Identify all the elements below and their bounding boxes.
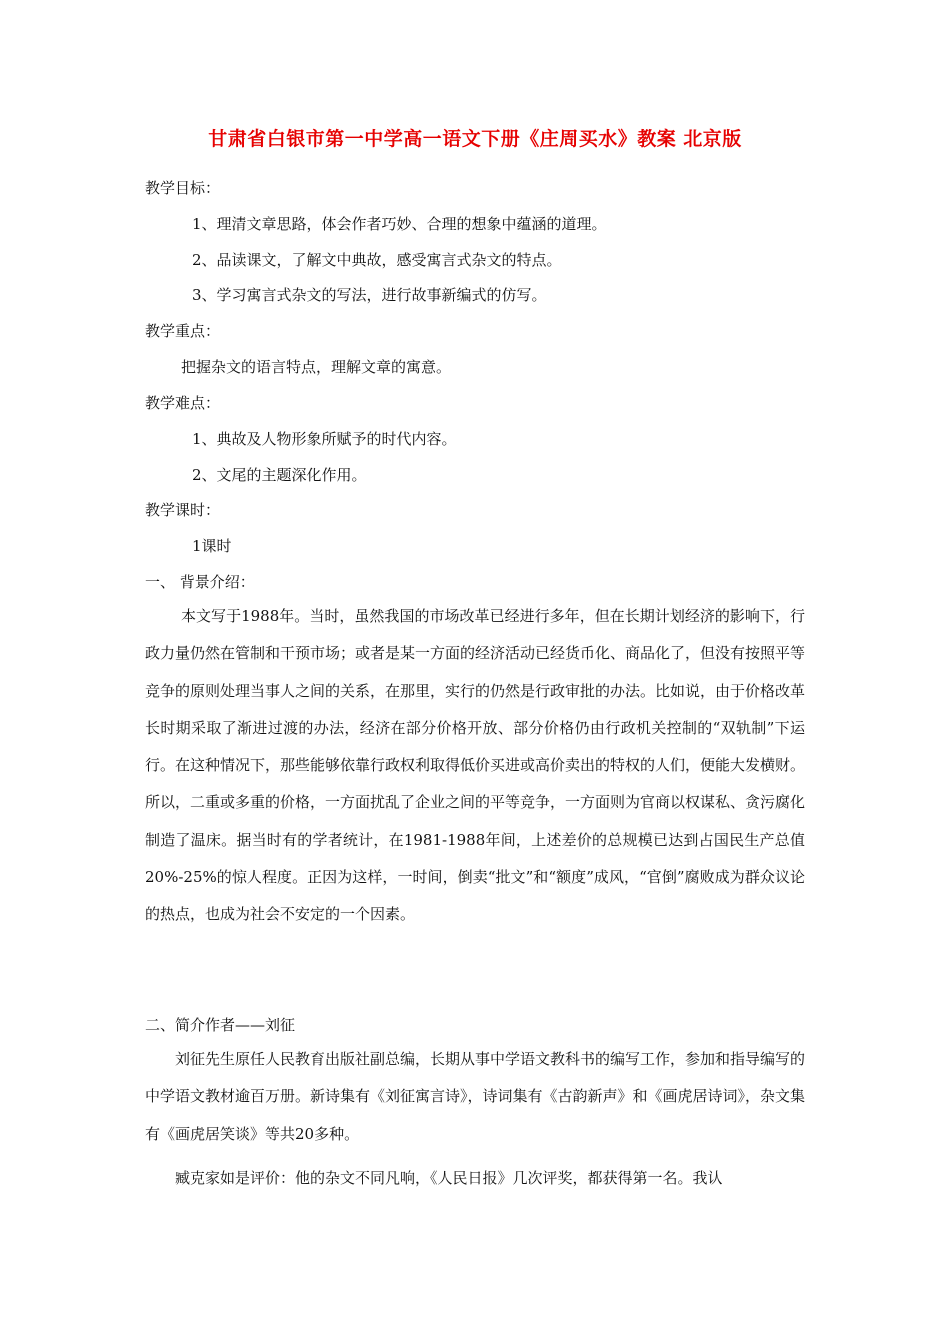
key-points-heading: 教学重点： [145,322,221,340]
author-paragraph: 刘征先生原任人民教育出版社副总编，长期从事中学语文教科书的编写工作，参加和指导编写的中学语文教材逾百万册。新诗集有《刘征寓言诗》，诗词集有《古韵新声》和《画虎居诗词》，杂文集有《画虎居笑谈》等共20多种。 [145,1050,806,1143]
objectives-heading: 教学目标： [145,179,221,197]
difficulty-item: 2、文尾的主题深化作用。 [192,466,367,484]
author-heading: 二、简介作者——刘征 [145,1016,296,1034]
background-heading: 一、 背景介绍： [145,573,255,591]
key-points-text: 把握杂文的语言特点，理解文章的寓意。 [181,358,452,376]
objective-item: 2、品读课文，了解文中典故，感受寓言式杂文的特点。 [192,251,562,269]
class-hours-heading: 教学课时： [145,501,221,519]
author-paragraph: 臧克家如是评价：他的杂文不同凡响，《人民日报》几次评奖，都获得第一名。我认 [175,1169,723,1187]
class-hours-text: 1课时 [192,537,232,555]
objective-item: 3、学习寓言式杂文的写法，进行故事新编式的仿写。 [192,286,547,304]
background-paragraph: 本文写于1988年。当时，虽然我国的市场改革已经进行多年，但在长期计划经济的影响下，行政力量仍然在管制和干预市场；或者是某一方面的经济活动已经货币化、商品化了，但没有按照平等竞争的原则处理当事人之间的关系，在那里，实行的仍然是行政审批的办法。比如说，由于价格改革长时期采取了渐进过渡的办法，经济在部分价格开放、部分价格仍由行政机关控制的“双轨制”下运行。在这种情况下，那些能够依靠行政权利取得低价买进或高价卖出的特权的人们，便能大发横财。所以，二重或多重的价格，一方面扰乱了企业之间的平等竞争，一方面则为官商以权谋私、贪污腐化制造了温床。据当时有的学者统计，在1981-1988年间，上述差价的总规模已达到占国民生产总值20%-25%的惊人程度。正因为这样，一时间，倒卖“批文”和“额度”成风，“官倒”腐败成为群众议论的热点，也成为社会不安定的一个因素。 [145,607,806,924]
objective-item: 1、理清文章思路，体会作者巧妙、合理的想象中蕴涵的道理。 [192,215,607,233]
difficulties-heading: 教学难点： [145,394,221,412]
document-title: 甘肃省白银市第一中学高一语文下册《庄周买水》教案 北京版 [208,128,742,150]
difficulty-item: 1、典故及人物形象所赋予的时代内容。 [192,430,457,448]
